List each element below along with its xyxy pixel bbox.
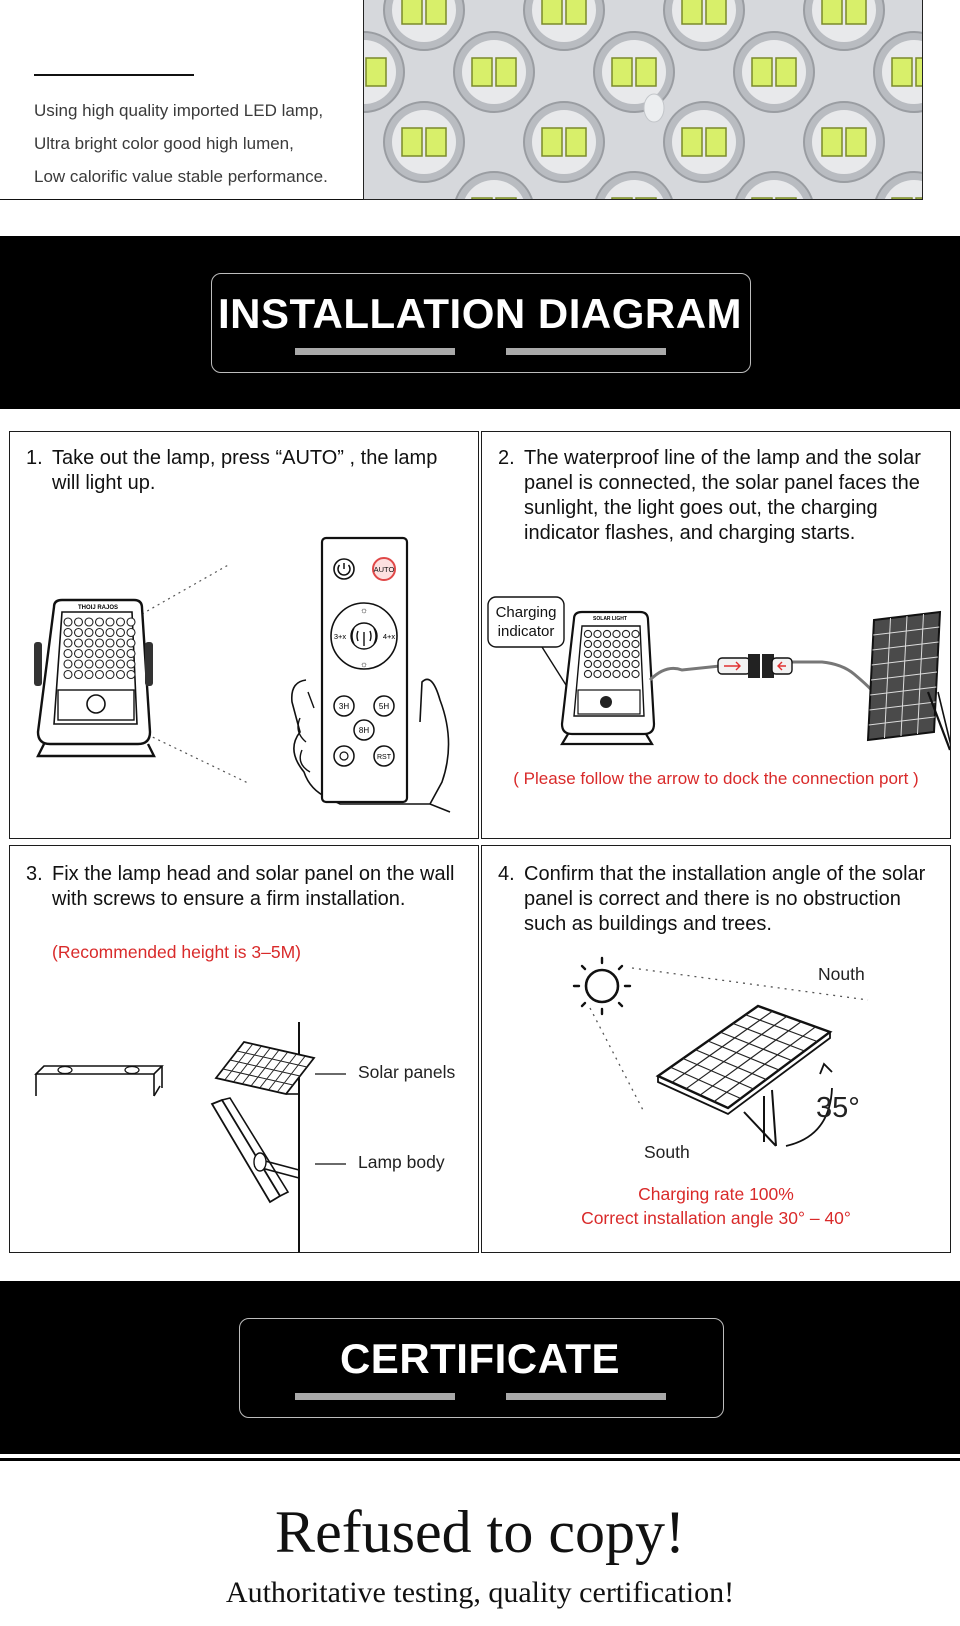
led-intro-section bbox=[0, 0, 960, 200]
led-chip-icon bbox=[734, 32, 814, 112]
sun-icon bbox=[574, 958, 630, 1014]
solar-panels-label: Solar panels bbox=[358, 1062, 456, 1082]
intro-divider bbox=[34, 74, 194, 76]
banner-accent-bar bbox=[506, 1393, 666, 1400]
lamp-brand-label: SOLAR LIGHT bbox=[593, 616, 627, 622]
certificate-divider bbox=[0, 1458, 960, 1461]
step-description: Take out the lamp, press “AUTO” , the lamp will light up. bbox=[52, 447, 438, 494]
waterproof-connector-icon bbox=[718, 654, 792, 678]
led-desc-line: Using high quality imported LED lamp, bbox=[34, 101, 324, 120]
intro-bottom-divider bbox=[0, 199, 364, 200]
lamp-body-side-icon bbox=[212, 1098, 299, 1202]
floodlight-lamp-icon bbox=[562, 612, 654, 744]
timer-5h-label: 5H bbox=[378, 702, 390, 711]
led-chip-icon bbox=[454, 32, 534, 112]
step-1-panel bbox=[9, 431, 479, 839]
led-desc-line: Ultra bright color good high lumen, bbox=[34, 134, 294, 153]
timer-3h-label: 3H bbox=[338, 702, 350, 711]
step-number: 2. bbox=[498, 447, 515, 469]
brightness-up-icon: ☼ bbox=[359, 605, 369, 615]
mounting-bracket-icon bbox=[36, 1066, 162, 1096]
led-chip-icon bbox=[804, 102, 884, 182]
height-recommendation: (Recommended height is 3–5M) bbox=[52, 942, 302, 962]
step-description: Fix the lamp head and solar panel on the wall with screws to ensure a firm installation. bbox=[52, 863, 455, 910]
step-description: Confirm that the installation angle of the solar panel is correct and there is no obstruction such as buildings and trees. bbox=[524, 863, 926, 935]
led-description bbox=[34, 94, 364, 193]
callout-line: indicator bbox=[497, 623, 555, 640]
remote-left-label: 3+x bbox=[333, 632, 347, 641]
step-4-panel bbox=[481, 845, 951, 1253]
connection-note: ( Please follow the arrow to dock the connection port ) bbox=[513, 769, 919, 788]
led-chip-icon bbox=[524, 102, 604, 182]
certificate-headline: Refused to copy! bbox=[275, 1499, 685, 1565]
led-desc-line: Low calorific value stable performance. bbox=[34, 167, 328, 186]
led-chip-icon bbox=[384, 102, 464, 182]
timer-8h-label: 8H bbox=[358, 726, 370, 735]
step-2-panel bbox=[481, 431, 951, 839]
charging-rate-note: Charging rate 100% bbox=[638, 1184, 794, 1204]
tilted-solar-panel-icon bbox=[658, 1006, 830, 1146]
step-description: The waterproof line of the lamp and the solar panel is connected, the solar panel faces the sunlight, the light goes out, the charging indicator flashes, and charging starts. bbox=[524, 447, 921, 544]
remote-control-icon bbox=[322, 538, 407, 802]
tilt-angle-label: 35° bbox=[816, 1092, 860, 1124]
installation-banner bbox=[0, 236, 960, 409]
led-chip-icon bbox=[664, 102, 744, 182]
certificate-subline: Authoritative testing, quality certification! bbox=[225, 1576, 735, 1609]
step-number: 1. bbox=[26, 447, 43, 469]
brightness-down-icon: ☼ bbox=[359, 659, 369, 669]
certificate-banner bbox=[0, 1281, 960, 1454]
banner-accent-bar bbox=[295, 1393, 455, 1400]
lamp-brand-label: THOIJ RAJOS bbox=[77, 605, 119, 611]
reset-button-label: RST bbox=[377, 754, 391, 761]
auto-button-label: AUTO bbox=[373, 565, 395, 574]
callout-line: Charging bbox=[495, 604, 557, 621]
led-closeup-image bbox=[363, 0, 923, 200]
installation-title: INSTALLATION DIAGRAM bbox=[217, 290, 743, 337]
step-1-illustration bbox=[10, 432, 479, 839]
floodlight-lamp-icon bbox=[34, 600, 154, 756]
banner-accent-bar bbox=[506, 348, 666, 355]
step-number: 3. bbox=[26, 863, 43, 885]
step-3-panel bbox=[9, 845, 479, 1253]
step-number: 4. bbox=[498, 863, 515, 885]
step-3-illustration bbox=[10, 846, 479, 1253]
certificate-title: CERTIFICATE bbox=[339, 1335, 621, 1382]
south-label: South bbox=[644, 1142, 690, 1162]
remote-right-label: 4+x bbox=[382, 632, 396, 641]
led-chip-grid bbox=[364, 0, 923, 200]
solar-panel-icon bbox=[868, 612, 951, 750]
lamp-body-label: Lamp body bbox=[358, 1152, 445, 1172]
installation-angle-note: Correct installation angle 30° – 40° bbox=[581, 1208, 851, 1228]
north-label: Nouth bbox=[818, 964, 865, 984]
banner-accent-bar bbox=[295, 348, 455, 355]
angle-arrow-icon bbox=[820, 1064, 832, 1074]
